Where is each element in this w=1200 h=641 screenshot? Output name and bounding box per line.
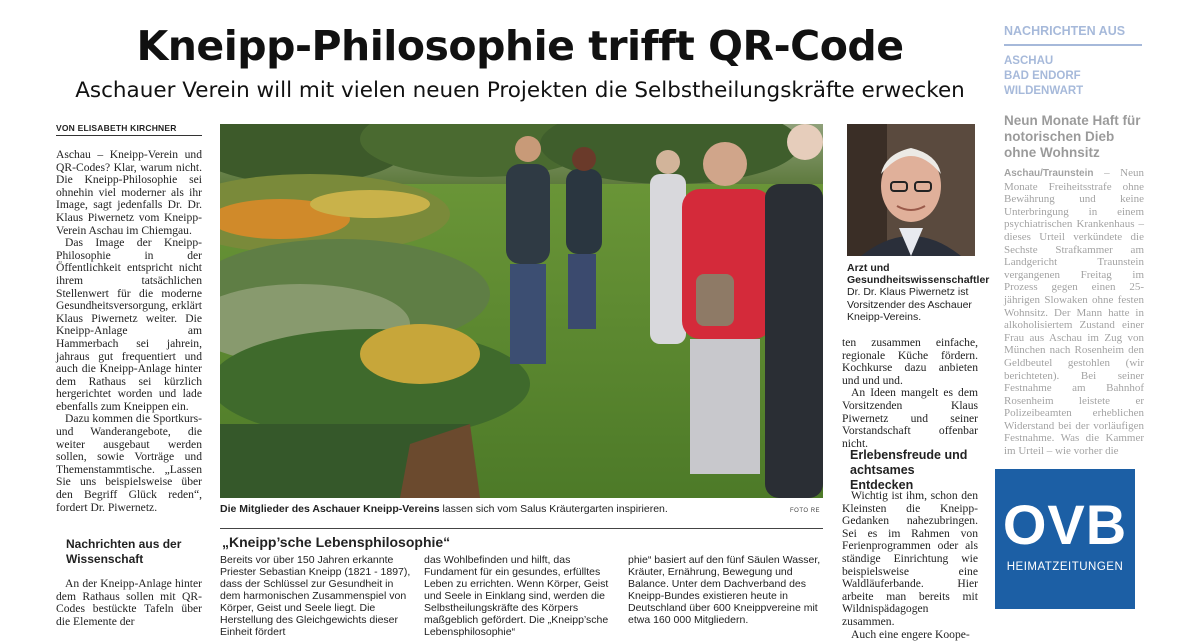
paragraph: Dazu kommen die Sportkurs- und Wanderangebote, die weiter ausgebaut werden sollen, sowie Vorträge und Themenstammtische. „Lassen Sie uns beispielsweise über den Begriff Glück reden“, fordert Dr. Piwernetz. xyxy=(56,412,202,514)
info-box-column-1: Bereits vor über 150 Jahren erkannte Priester Sebastian Kneipp (1821 - 1897), dass der Schlüssel zur Gesundheit in dem harmonischen Zusammenspiel von Körper, Geist und Seele liegt. Die Herstellung des Gleichgewichts dieser Einheit fördert xyxy=(220,554,411,638)
ovb-logo[interactable] xyxy=(995,469,1135,609)
article-column-3-continued xyxy=(842,490,978,641)
ovb-logo-tagline: HEIMATZEITUNGEN xyxy=(1006,561,1124,573)
paragraph: Wichtig ist ihm, schon den Kleinsten die Kneipp-Gedanken nahezubringen. Sei es im Rahmen von Ferienprogrammen oder als ständige Einrichtung wie beispielsweise eine Waldläuferbande. Hier arbeite man bereits mit Wildnispädagogen zusammen. xyxy=(842,489,978,628)
photo-caption-text: lassen sich vom Salus Kräutergarten inspirieren. xyxy=(439,503,668,515)
sidebar-rule xyxy=(1004,44,1142,46)
sidebar-region-aschau[interactable]: ASCHAU xyxy=(1004,55,1054,67)
paragraph: An der Kneipp-Anlage hinter dem Rathaus sollen mit QR-Codes bestückte Tafeln über die Elemente der xyxy=(56,577,202,628)
portrait-image xyxy=(847,124,975,256)
sidebar-story-text: – Neun Monate Freiheitsstrafe ohne Bewährung und keine Unterbringung in einem psychiatrischen Krankenhaus – dieses Urteil verkündete die Sechste Strafkammer am Landgericht Traunstein vergangenen Freitag im Prozess gegen einen 25-jährigen Slowaken ohne festen Wohnsitz. Der Mann hatte in alkoholisiertem Zustand einer Frau aus Aschau im Zug von München nach Rosenheim den Geldbeutel gestohlen (wir berichteten). Bei seiner Festnahme am Bahnhof Rosenheim leistete er Polizeibeamten erheblichen Widerstand bei der vorläufigen Festnahme. Was die Kammer im Urteil – wie vorher die xyxy=(1004,167,1144,458)
paragraph: Das Image der Kneipp-Philosophie in der Öffentlichkeit entspricht nicht ihrem tatsächlichen Stellenwert für die moderne Gesundheitsversorgung, erklärt Klaus Piwernetz weiter. Die Kneipp-Anlage am Hammerbach sei jahrein, jahraus gut frequentiert und auch die Kneipp-Anlage hinter dem Rathaus sei kürzlich hergerichtet worden und lade ebenfalls zum Kneippen ein. xyxy=(56,236,202,413)
article-column-3 xyxy=(842,337,978,450)
paragraph: An Ideen mangelt es dem Vorsitzenden Klaus Piwernetz und seiner Vorstandschaft offenbar nicht. xyxy=(842,386,978,450)
info-box-title: „Kneipp’sche Lebensphilosophie“ xyxy=(222,534,451,550)
garden-photo xyxy=(220,124,823,498)
article-subheading: Erlebensfreude und achtsames Entdecken xyxy=(850,448,968,492)
info-box-column-2: das Wohlbefinden und hilft, das Fundament für ein gesundes, erfülltes Leben zu errichten. Wenn Körper, Geist und Seele in Einklang sind, werden die Selbstheilungskräfte des Körpers maßgeblich gefördert. Die „Kneipp’sche Lebensphilosophie“ xyxy=(424,554,609,638)
sidebar-story-body xyxy=(1004,167,1144,458)
sidebar-story-title[interactable]: Neun Monate Haft für notorischen Dieb ohne Wohnsitz xyxy=(1004,113,1141,160)
info-box-rule xyxy=(220,528,823,529)
sidebar-region-bad-endorf[interactable]: BAD ENDORF xyxy=(1004,70,1081,82)
subheadline: Aschauer Verein will mit vielen neuen Projekten die Selbstheilungskräfte erwecken xyxy=(75,78,965,103)
article-column-1-continued xyxy=(56,578,202,628)
ovb-logo-wordmark: OVB xyxy=(1002,493,1128,556)
byline: VON ELISABETH KIRCHNER xyxy=(56,123,202,136)
headline: Kneipp-Philosophie trifft QR-Code xyxy=(136,22,904,70)
portrait-caption-text: Dr. Dr. Klaus Piwernetz ist Vorsitzender des Aschauer Kneipp-Vereins. xyxy=(847,286,972,323)
info-box-column-3: phie“ basiert auf den fünf Säulen Wasser, Kräuter, Ernährung, Bewegung und Balance. Unter dem Dachverband des Kneipp-Bundes existieren heute in Deutschland über 600 Kneippvereine mit etwa 160 000 Mitgliedern. xyxy=(628,554,821,626)
paragraph: ten zusammen einfache, regionale Küche fördern. Kochkurse dazu anbieten und und und. xyxy=(842,336,978,387)
photo-caption-bold: Die Mitglieder des Aschauer Kneipp-Vereins xyxy=(220,503,440,515)
portrait-caption-bold: Arzt und Gesundheitswissenschaftler xyxy=(847,262,990,287)
sidebar-heading: NACHRICHTEN AUS xyxy=(1004,24,1126,38)
paragraph: Auch eine engere Koope- xyxy=(851,627,970,641)
photo-credit: FOTO RE xyxy=(790,508,821,514)
portrait-caption xyxy=(847,262,990,323)
sidebar-story-dateline: Aschau/Traunstein xyxy=(1004,168,1094,179)
portrait-photo xyxy=(847,124,975,256)
section-heading: Nachrichten aus der Wissenschaft xyxy=(66,537,182,566)
garden-photo-image xyxy=(220,124,823,498)
paragraph: Aschau – Kneipp-Verein und QR-Codes? Klar, warum nicht. Die Kneipp-Philosophie sei ohnehin viel moderner als ihr Image, sagt jedenfalls Dr. Dr. Klaus Piwernetz vom Kneipp-Verein Aschau im Chiemgau. xyxy=(56,148,202,237)
article-column-1 xyxy=(56,149,202,514)
sidebar-region-wildenwart[interactable]: WILDENWART xyxy=(1004,85,1084,97)
photo-caption xyxy=(220,503,823,515)
